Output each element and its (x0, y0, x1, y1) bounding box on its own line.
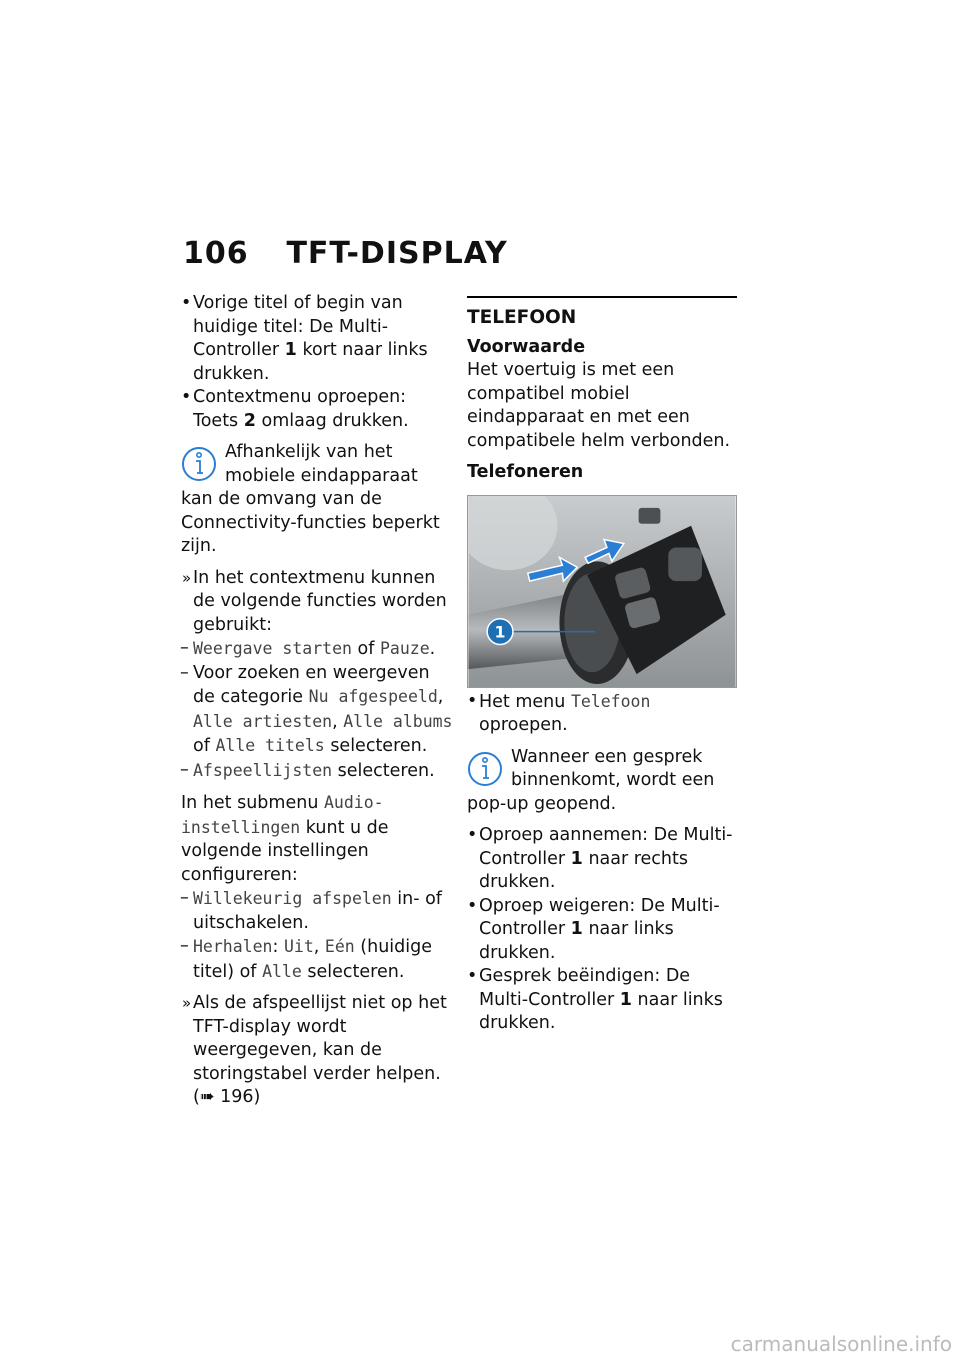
menu-term: Pauze (379, 639, 430, 658)
note-arrow-icon: » (182, 994, 192, 1012)
dash-icon: – (180, 638, 189, 658)
paragraph-text: kunt u de volgende instellingen configureren: (181, 817, 389, 885)
left-column (181, 292, 453, 1110)
dash-item: – Voor zoeken en weergeven de categorie Nu afgespeeld, Alle artiesten, Alle albums of Alle titels selecteren. (180, 662, 453, 756)
info-text: Wanneer een gesprek binnenkomt, wordt een pop-up geopend. (467, 746, 715, 814)
bullet-icon: • (467, 966, 478, 986)
item-text: omlaag drukken. (261, 410, 409, 431)
item-text: Oproep weigeren: De Multi-Controller (479, 895, 720, 939)
item-text: selecteren. (337, 760, 435, 781)
bullet-icon: • (467, 825, 478, 845)
note-text: In het contextmenu kunnen de volgende functies worden gebruikt: (193, 567, 447, 635)
item-text: Vorige titel of begin van huidige titel: De Multi-Controller (193, 293, 403, 360)
watermark: carmanualsonline.info (730, 1332, 952, 1356)
menu-term: Alle titels (215, 736, 325, 755)
menu-term: Uit (283, 937, 314, 956)
info-note (467, 746, 737, 817)
menu-term: Alle (262, 961, 302, 981)
menu-term: Weergave starten (193, 639, 352, 658)
right-column (467, 292, 737, 1036)
menu-term: Herhalen (193, 937, 273, 956)
item-text: (huidige titel) of (193, 937, 433, 982)
item-number: 1 (284, 340, 297, 360)
bullet-icon: • (467, 895, 478, 916)
section-title: TELEFOON (467, 307, 577, 328)
menu-term: Telefoon (570, 691, 651, 711)
paragraph (181, 791, 453, 887)
dash-icon: – (180, 888, 189, 908)
dash-item (181, 887, 453, 935)
item-text: selecteren. (307, 961, 405, 982)
item-text: kort naar links drukken. (193, 340, 428, 384)
note-arrow-icon: » (182, 568, 192, 587)
list-item (467, 690, 737, 738)
menu-term: Audio-instellingen (181, 793, 384, 837)
menu-term: Alle albums (343, 711, 453, 731)
page-number: 106 (183, 236, 249, 271)
item-text: Voor zoeken en weergeven de categorie (193, 662, 430, 707)
item-text: in- of uitschakelen. (193, 889, 442, 933)
dash-item (181, 759, 453, 784)
item-text: Oproep aannemen: De Multi-Controller (479, 825, 733, 869)
info-icon (181, 445, 217, 483)
info-text: Afhankelijk van het mobiele eindapparaat kan de omvang van de Connectivity-functies beperkt zijn. (181, 442, 440, 556)
item-number: 1 (619, 989, 632, 1010)
page-reference[interactable]: 196) (220, 1087, 261, 1107)
section-rule (467, 296, 737, 298)
info-note (181, 441, 453, 559)
item-text: Het menu (479, 691, 566, 712)
bullet-icon: • (181, 387, 192, 407)
paragraph-text: In het submenu (181, 793, 319, 813)
item-text: Gesprek beëindigen: De Multi-Controller (479, 966, 691, 1010)
subsection-title: Telefoneren (467, 462, 584, 482)
list-item (467, 824, 737, 895)
menu-term: Alle artiesten (193, 711, 333, 731)
paragraph: Het voertuig is met een compatibel mobiel eindapparaat en met een compatibele helm verbonden. (467, 360, 731, 451)
item-number: 1 (570, 848, 583, 869)
item-text: naar rechts drukken. (479, 848, 689, 892)
item-text: of (193, 736, 210, 756)
list-item (467, 895, 737, 966)
list-item (467, 965, 737, 1036)
item-text: . (429, 639, 436, 659)
handlebar-controller-photo (467, 495, 737, 688)
menu-term: Afspeellijsten (193, 760, 333, 780)
menu-term: Nu afgespeeld (308, 687, 438, 706)
note-text: Als de afspeellijst niet op het TFT-display wordt weergegeven, kan de storingstabel verder helpen. (193, 993, 447, 1084)
callout-label: 1 (494, 622, 506, 642)
item-text: of (357, 639, 375, 659)
note-item: » Als de afspeellijst niet op het TFT-display wordt weergegeven, kan de storingstabel verder helpen. (➠ 196) (182, 993, 447, 1107)
item-number: 2 (243, 410, 256, 431)
dash-item: – Herhalen: Uit, Eén (huidige titel) of Alle selecteren. (180, 936, 433, 982)
subsection-title: Voorwaarde (467, 336, 586, 357)
item-text: oproepen. (479, 715, 568, 735)
dash-item (181, 637, 453, 662)
dash-icon: – (180, 662, 189, 683)
dash-icon: – (180, 936, 189, 956)
item-text: naar links drukken. (479, 919, 674, 963)
page-title: TFT-DISPLAY (286, 236, 508, 271)
dash-icon: – (180, 759, 189, 780)
list-item (181, 386, 453, 433)
item-number: 1 (570, 919, 583, 939)
item-text: selecteren. (330, 736, 428, 756)
info-icon (467, 750, 503, 788)
item-text: naar links drukken. (479, 989, 723, 1033)
page-header (183, 236, 508, 271)
list-item (181, 292, 453, 386)
bullet-icon: • (181, 293, 192, 313)
menu-term: Eén (324, 937, 355, 956)
page-ref-arrow-icon: ➠ (199, 1087, 215, 1107)
note-item (181, 567, 453, 638)
bullet-icon: • (467, 690, 478, 711)
item-text: Contextmenu oproepen: Toets (193, 387, 407, 431)
menu-term: Willekeurig afspelen (193, 889, 392, 908)
